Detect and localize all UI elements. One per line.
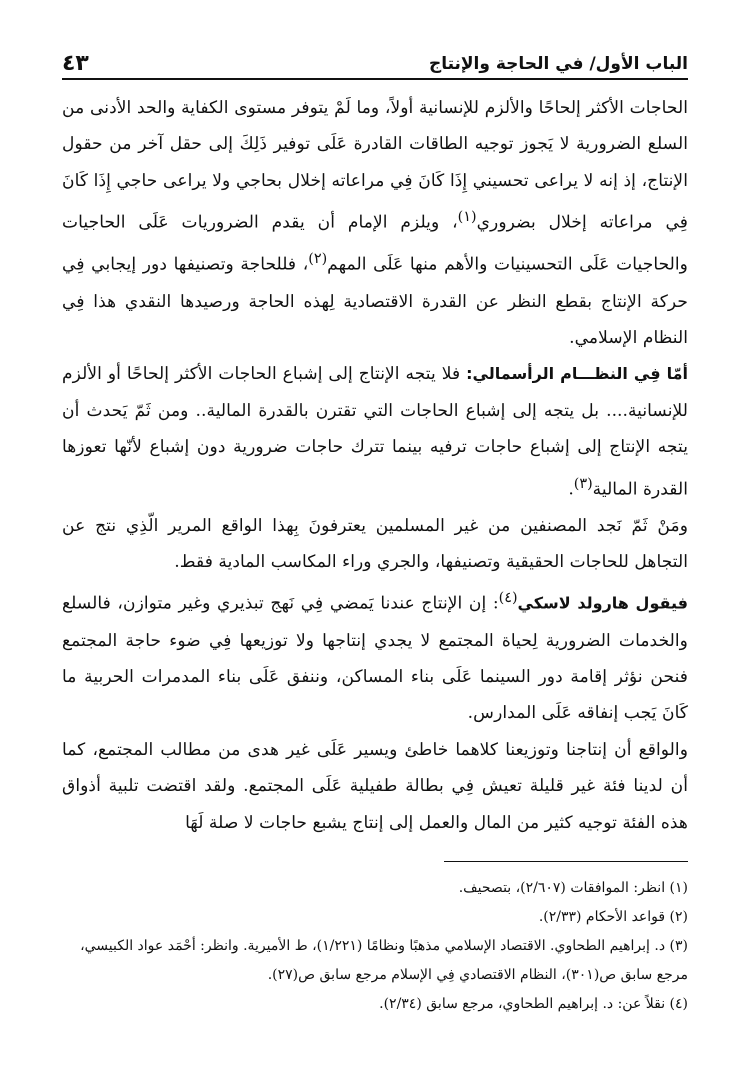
lead-phrase: فيقول هارولد لاسكي bbox=[517, 594, 688, 614]
footnote: (١) انظر: الموافقات (٢/٦٠٧)، بتصحيف. bbox=[458, 880, 688, 896]
footnote: (٢) قواعد الأحكام (٢/٣٣). bbox=[538, 909, 688, 925]
page-number: ٤٣ bbox=[62, 51, 89, 76]
paragraph-1 bbox=[62, 90, 688, 356]
footnote-separator bbox=[444, 861, 688, 862]
footnote: (٤) نقلاً عن: د. إبراهيم الطحاوي، مرجع سابق (٢/٣٤). bbox=[379, 996, 688, 1012]
running-header bbox=[62, 40, 688, 80]
paragraph-text: الحاجات الأكثر إلحاحًا والألزم للإنسانية أولاً، وما لَمْ يتوفر مستوى الكفاية والحد الأدنى من السلع الضرورية لا يَجوز توجيه الطاقات القادرة عَلَى توفير ذَلِكَ إلى حقل آخر من حقول الإنتاج، إذ إنه لا يراعى تحسيني إِذَا كَانَ فِي مراعاته إخلال بحاجي ولا يراعى حاجي إِذَا كَانَ فِي مراعاته إخلال بضروري bbox=[62, 98, 688, 233]
paragraph-text: ، فللحاجة وتصنيفها دور إيجابي فِي حركة الإنتاج بقطع النظر عن القدرة الاقتصادية لِهذه الحاجة ورصيدها النقدي هذا فِي النظام الإسلامي. bbox=[62, 255, 688, 348]
paragraph-5: والواقع أن إنتاجنا وتوزيعنا كلاهما خاطئ ويسير عَلَى غير هدى من مطالب المجتمع، كما أن لدينا فئة غير قليلة تعيش فِي بطالة طفيلية عَلَى المجتمع. ولقد اقتضت تلبية أذواق هذه الفئة توجيه كثير من المال والعمل إلى إنتاج يشبع حاجات لا صلة لَهَا bbox=[62, 739, 688, 833]
main-text bbox=[62, 90, 688, 841]
paragraph-3: ومَنْ ثَمّ نَجد المصنفين من غير المسلمين يعترفونَ بِهذا الواقع المرير الّذِي نتج عن التجاهل للحاجات الحقيقية وتصنيفها، والجري وراء المكاسب المادية فقط. bbox=[62, 515, 688, 573]
footnote: (٣) د. إبراهيم الطحاوي. الاقتصاد الإسلامي مذهبًا ونظامًا (١/٢٢١)، ط الأميرية. وانظر: أحْمَد عواد الكبيسي، مرجع سابق ص(٣٠١)، النظام الاقتصادي فِي الإسلام مرجع سابق ص(٢٧). bbox=[80, 938, 688, 983]
paragraph-text: . bbox=[568, 479, 574, 500]
lead-phrase: أمّا فِي النظـــام الرأسمالي: bbox=[466, 364, 689, 384]
paragraph-text: فلا يتجه الإنتاج إلى إشباع الحاجات الأكثر إلحاحًا أو الألزم للإنسانية.... بل يتجه إلى إشباع الحاجات التي تقترن بالقدرة المالية.. ومن ثَمّ يَحدث أن يتجه الإنتاج إلى إشباع حاجات ترفيه بينما تترك حاجات ضرورية دون إشباع لأنّها تعوزها القدرة المالية bbox=[62, 364, 688, 500]
footnote-ref: (٤) bbox=[498, 590, 518, 607]
chapter-title: الباب الأول/ في الحاجة والإنتاج bbox=[428, 54, 688, 74]
footnote-ref: (٢) bbox=[308, 251, 328, 268]
footnote-ref: (١) bbox=[457, 209, 477, 226]
paragraph-4 bbox=[62, 580, 688, 731]
footnote-ref: (٣) bbox=[573, 475, 593, 492]
paragraph-text: ، ويلزم الإمام أن يقدم الضروريات عَلَى الحاجيات والحاجيات عَلَى التحسينيات والأهم منها عَلَى المهم bbox=[62, 212, 688, 276]
paragraph-2 bbox=[62, 356, 688, 507]
paragraph-text: : إن الإنتاج عندنا يَمضي فِي نَهج تبذيري وغير متوازن، فالسلع والخدمات الضرورية لِحياة المجتمع لا يجدي إنتاجها ولا توزيعها فِي ضوء حاجة المجتمع فنحن نؤثر إقامة دور السينما عَلَى بناء المساكن، وننفق عَلَى بناء المدمرات الحربية ما كَانَ يَجب إنفاقه عَلَى المدارس. bbox=[62, 594, 688, 724]
footnotes bbox=[62, 874, 688, 1019]
